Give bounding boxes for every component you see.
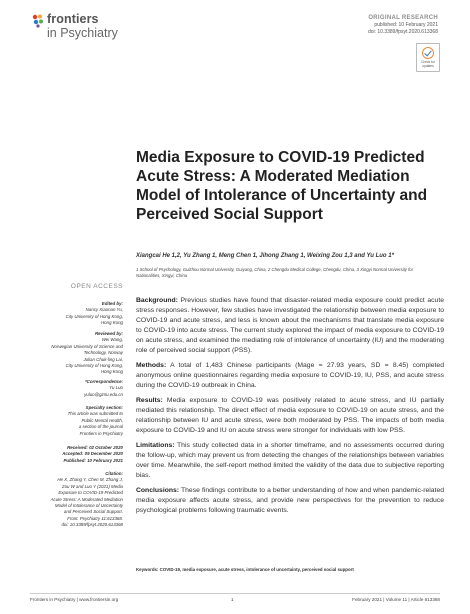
meta-label: *Correspondence:: [84, 379, 123, 384]
abstract-heading: Methods:: [136, 362, 167, 370]
meta-line: Norwegian University of Science and: [51, 343, 123, 349]
abstract-text: This study collected data in a shorter timeframe, and no assessments occurred during the follow-up, which may prevent us from detecting the changes of the relationships between variables over time. Meanwhile, the self-report method limited the validity of the data due to subjective reporting bias.: [136, 442, 444, 480]
abstract-heading: Conclusions:: [136, 486, 180, 494]
abstract-conclusions: [136, 486, 444, 516]
keywords: Keywords: COVID-19, media exposure, acute stress, intolerance of uncertainty, perceived social support: [136, 567, 354, 572]
meta-citation: [30, 471, 123, 529]
author-list[interactable]: Xiangcai He 1,2, Yu Zhang 1, Meng Chen 1, Jihong Zhang 1, Weixing Zou 1,3 and Yu Luo 1*: [136, 253, 394, 259]
meta-label: Edited by:: [101, 301, 123, 306]
abstract-background: [136, 296, 444, 357]
check-for-updates-button[interactable]: [416, 43, 440, 72]
page-number: 1: [231, 597, 234, 602]
check-updates-label: Check for updates: [421, 60, 435, 68]
meta-line: and Perceived Social Support.: [63, 509, 123, 515]
meta-line: Frontiers in Psychiatry: [79, 430, 123, 436]
meta-line: City University of Hong Kong,: [65, 363, 123, 369]
journal-brand: frontiers: [47, 12, 99, 26]
meta-line: Public Mental Health,: [81, 417, 123, 423]
meta-line: Model of Intolerance of Uncertainty: [54, 503, 123, 509]
footer-journal-link[interactable]: Frontiers in Psychiatry | www.frontiersin.org: [30, 597, 119, 602]
meta-label: Specialty section:: [85, 405, 123, 410]
meta-line: He X, Zhang Y, Chen M, Zhang J,: [57, 477, 123, 483]
meta-label: Reviewed by:: [94, 331, 123, 336]
abstract-text: Previous studies have found that disaster-related media exposure could predict acute stress responses. However, few studies have investigated the relationship between media exposure to COVID-19 and acute stress, and less is known about the mechanisms that translate media exposure to COVID-19 into acute stress. The current study explored the impact of media exposure to COVID-19 on acute stress, and examined the mediating role of intolerance of uncertainty (IU) and the moderating role of perceived social support (PSS).: [136, 297, 444, 355]
meta-line: Nancy Xiaonan Yu,: [85, 307, 123, 313]
footer-volume-info: February 2021 | Volume 11 | Article 613368: [352, 597, 440, 602]
journal-name: in Psychiatry: [47, 26, 118, 40]
meta-line: Zou W and Luo Y (2021) Media: [61, 483, 123, 489]
meta-line: This article was submitted to: [67, 411, 123, 417]
frontiers-logo-icon: [32, 14, 46, 28]
meta-line: Hong Kong: [101, 369, 123, 375]
abstract-text: These findings contribute to a better understanding of how and when pandemic-related media exposure affects acute stress, and provide new perspectives for the prevention to reduce psychological problems following traumatic events.: [136, 486, 444, 515]
abstract-limitations: [136, 441, 444, 481]
meta-line: Yu Luo: [109, 385, 123, 391]
meta-reviewed-by: [30, 331, 123, 376]
meta-line: Front. Psychiatry 11:613368.: [67, 515, 123, 521]
meta-edited-by: [30, 301, 123, 327]
published-date-left: Published: 10 February 2021: [63, 457, 123, 463]
open-access-label: OPEN ACCESS: [70, 283, 123, 290]
meta-line: Exposure to COVID-19 Predicted: [58, 490, 123, 496]
journal-logo[interactable]: [32, 12, 152, 48]
meta-dates: [30, 445, 123, 464]
meta-line: Wei Wang,: [101, 337, 123, 343]
article-header-info: [368, 15, 438, 37]
meta-line: Hong Kong: [101, 320, 123, 326]
article-doi[interactable]: doi: 10.3389/fpsyt.2020.613368: [367, 29, 438, 36]
received-date: Received: 02 October 2020: [67, 445, 123, 450]
meta-line: Technology, Norway: [83, 350, 123, 356]
citation-doi-link[interactable]: doi: 10.3389/fpsyt.2020.613368: [61, 522, 123, 528]
accepted-date: Accepted: 09 December 2020: [62, 451, 123, 457]
meta-line: Acute Stress: A Moderated Mediation: [50, 496, 123, 502]
abstract: [136, 296, 444, 521]
abstract-methods: [136, 361, 444, 391]
correspondence-email-link[interactable]: yuluo@gznu.edu.cn: [84, 391, 123, 397]
meta-line: a section of the journal: [78, 424, 123, 430]
meta-specialty-section: [30, 405, 123, 437]
abstract-heading: Results:: [136, 397, 163, 405]
meta-line: Julian Chuk-ling Lai,: [83, 356, 123, 362]
meta-correspondence: [30, 379, 123, 398]
abstract-heading: Background:: [136, 297, 178, 304]
footer-divider: [30, 593, 440, 594]
abstract-text: A total of 1,483 Chinese participants (Mage = 27.93 years, SD = 8.45) completed anonymous online questionnaires regarding media exposure to COVID-19, IU, PSS, and acute stress during the COVID-19 outbreak in China.: [136, 362, 444, 390]
article-type: ORIGINAL RESEARCH: [368, 15, 438, 21]
affiliations: 1 School of Psychology, Guizhou Normal University, Guiyang, China, 2 Chengdu Medical College, Chengdu, China, 3 Xingyi Normal University for Nationalities, Xingyi, China: [136, 267, 414, 279]
abstract-results: [136, 396, 444, 436]
meta-line: City University of Hong Kong,: [65, 313, 123, 319]
article-title: Media Exposure to COVID-19 Predicted Acute Stress: A Moderated Mediation Model of Intolerance of Uncertainty and Perceived Social Support: [136, 149, 428, 223]
published-date: published: 10 February 2021: [374, 22, 438, 29]
check-updates-icon: [422, 47, 434, 59]
abstract-heading: Limitations:: [136, 442, 175, 449]
abstract-text: Media exposure to COVID-19 was positively related to acute stress, and IU partially mediated this relationship. The direct effect of media exposure to COVID-19 on acute stress, and the relationship between IU and acute stress, were both moderated by PSS. The impacts of both media exposure to COVID-19 and IU on acute stress were stronger for individuals with low PSS.: [136, 397, 444, 435]
meta-label: Citation:: [105, 471, 123, 476]
